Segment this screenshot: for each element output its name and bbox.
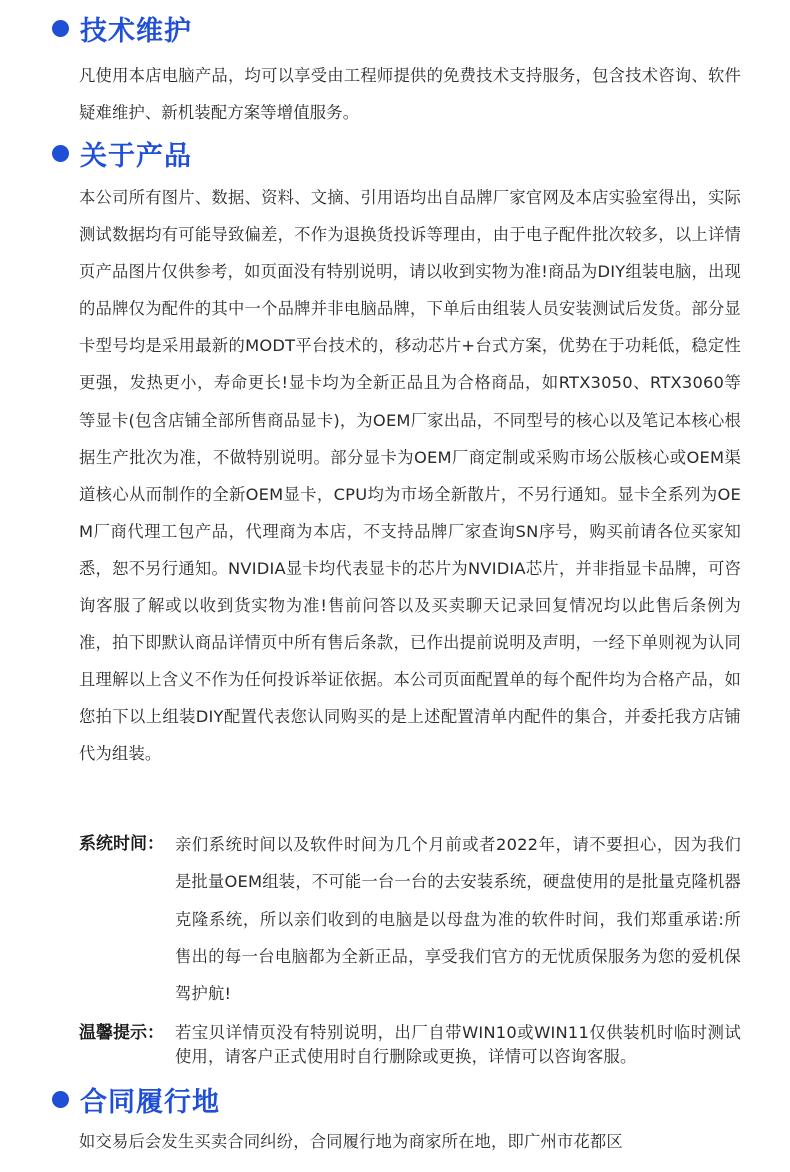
section-heading-about-product: [52, 133, 192, 173]
section-body-contract-location: 如交易后会发生买卖合同纠纷，合同履行地为商家所在地，即广州市花都区: [79, 1132, 623, 1151]
note-label: 系统时间：: [79, 834, 164, 854]
note-label: 温馨提示：: [79, 1023, 164, 1043]
note-system-time: [79, 826, 741, 1012]
note-warm-tip: [79, 1021, 741, 1069]
section-body-tech-maintenance: 凡使用本店电脑产品，均可以享受由工程师提供的免费技术支持服务，包含技术咨询、软件疑难维护、新机装配方案等增值服务。: [79, 66, 741, 123]
section-heading-contract-location: [52, 1079, 220, 1119]
bullet-dot-icon: [52, 145, 69, 162]
section-title: 关于产品: [80, 140, 192, 172]
section-body-about-product: 本公司所有图片、数据、资料、文摘、引用语均出自品牌厂家官网及本店实验室得出，实际测试数据均有可能导致偏差，不作为退换货投诉等理由，由于电子配件批次较多，以上详情页产品图片仅供参考，如页面没有特别说明，请以收到实物为准!商品为DIY组装电脑，出现的品牌仅为配件的其中一个品牌并非电脑品牌，下单后由组装人员安装测试后发货。部分显卡型号均是采用最新的MODT平台技术的，移动芯片+台式方案，优势在于功耗低，稳定性更强，发热更小，寿命更长!显卡均为全新正品且为合格商品，如RTX3050、RTX3060等等显卡(包含店铺全部所售商品显卡)，为OEM厂家出品，不同型号的核心以及笔记本核心根据生产批次为准，不做特别说明。部分显卡为OEM厂商定制或采购市场公版核心或OEM渠道核心从而制作的全新OEM显卡，CPU均为市场全新散片，不另行通知。显卡全系列为OEM厂商代理工包产品，代理商为本店，不支持品牌厂家查询SN序号，购买前请各位买家知悉，恕不另行通知。NVIDIA显卡均代表显卡的芯片为NVIDIA芯片，并非指显卡品牌，可咨询客服了解或以收到货实物为准!售前问答以及买卖聊天记录回复情况均以此售后条例为准，拍下即默认商品详情页中所有售后条款，已作出提前说明及声明，一经下单则视为认同且理解以上含义不作为任何投诉举证依据。本公司页面配置单的每个配件均为合格产品，如您拍下以上组装DIY配置代表您认同购买的是上述配置清单内配件的集合，并委托我方店铺代为组装。: [79, 188, 741, 764]
note-text: 若宝贝详情页没有特别说明，出厂自带WIN10或WIN11仅供装机时临时测试使用，请客户正式使用时自行删除或更换，详情可以咨询客服。: [175, 1023, 741, 1066]
note-text: 亲们系统时间以及软件时间为几个月前或者2022年，请不要担心，因为我们是批量OEM组装，不可能一台一台的去安装系统，硬盘使用的是批量克隆机器克隆系统，所以亲们收到的电脑是以母盘为准的软件时间，我们郑重承诺:所售出的每一台电脑都为全新正品，享受我们官方的无忧质保服务为您的爱机保驾护航!: [175, 835, 741, 1004]
section-heading-tech-maintenance: [52, 8, 192, 48]
bullet-dot-icon: [52, 1091, 69, 1108]
section-title: 技术维护: [80, 15, 192, 47]
bullet-dot-icon: [52, 20, 69, 37]
section-title: 合同履行地: [80, 1086, 220, 1118]
